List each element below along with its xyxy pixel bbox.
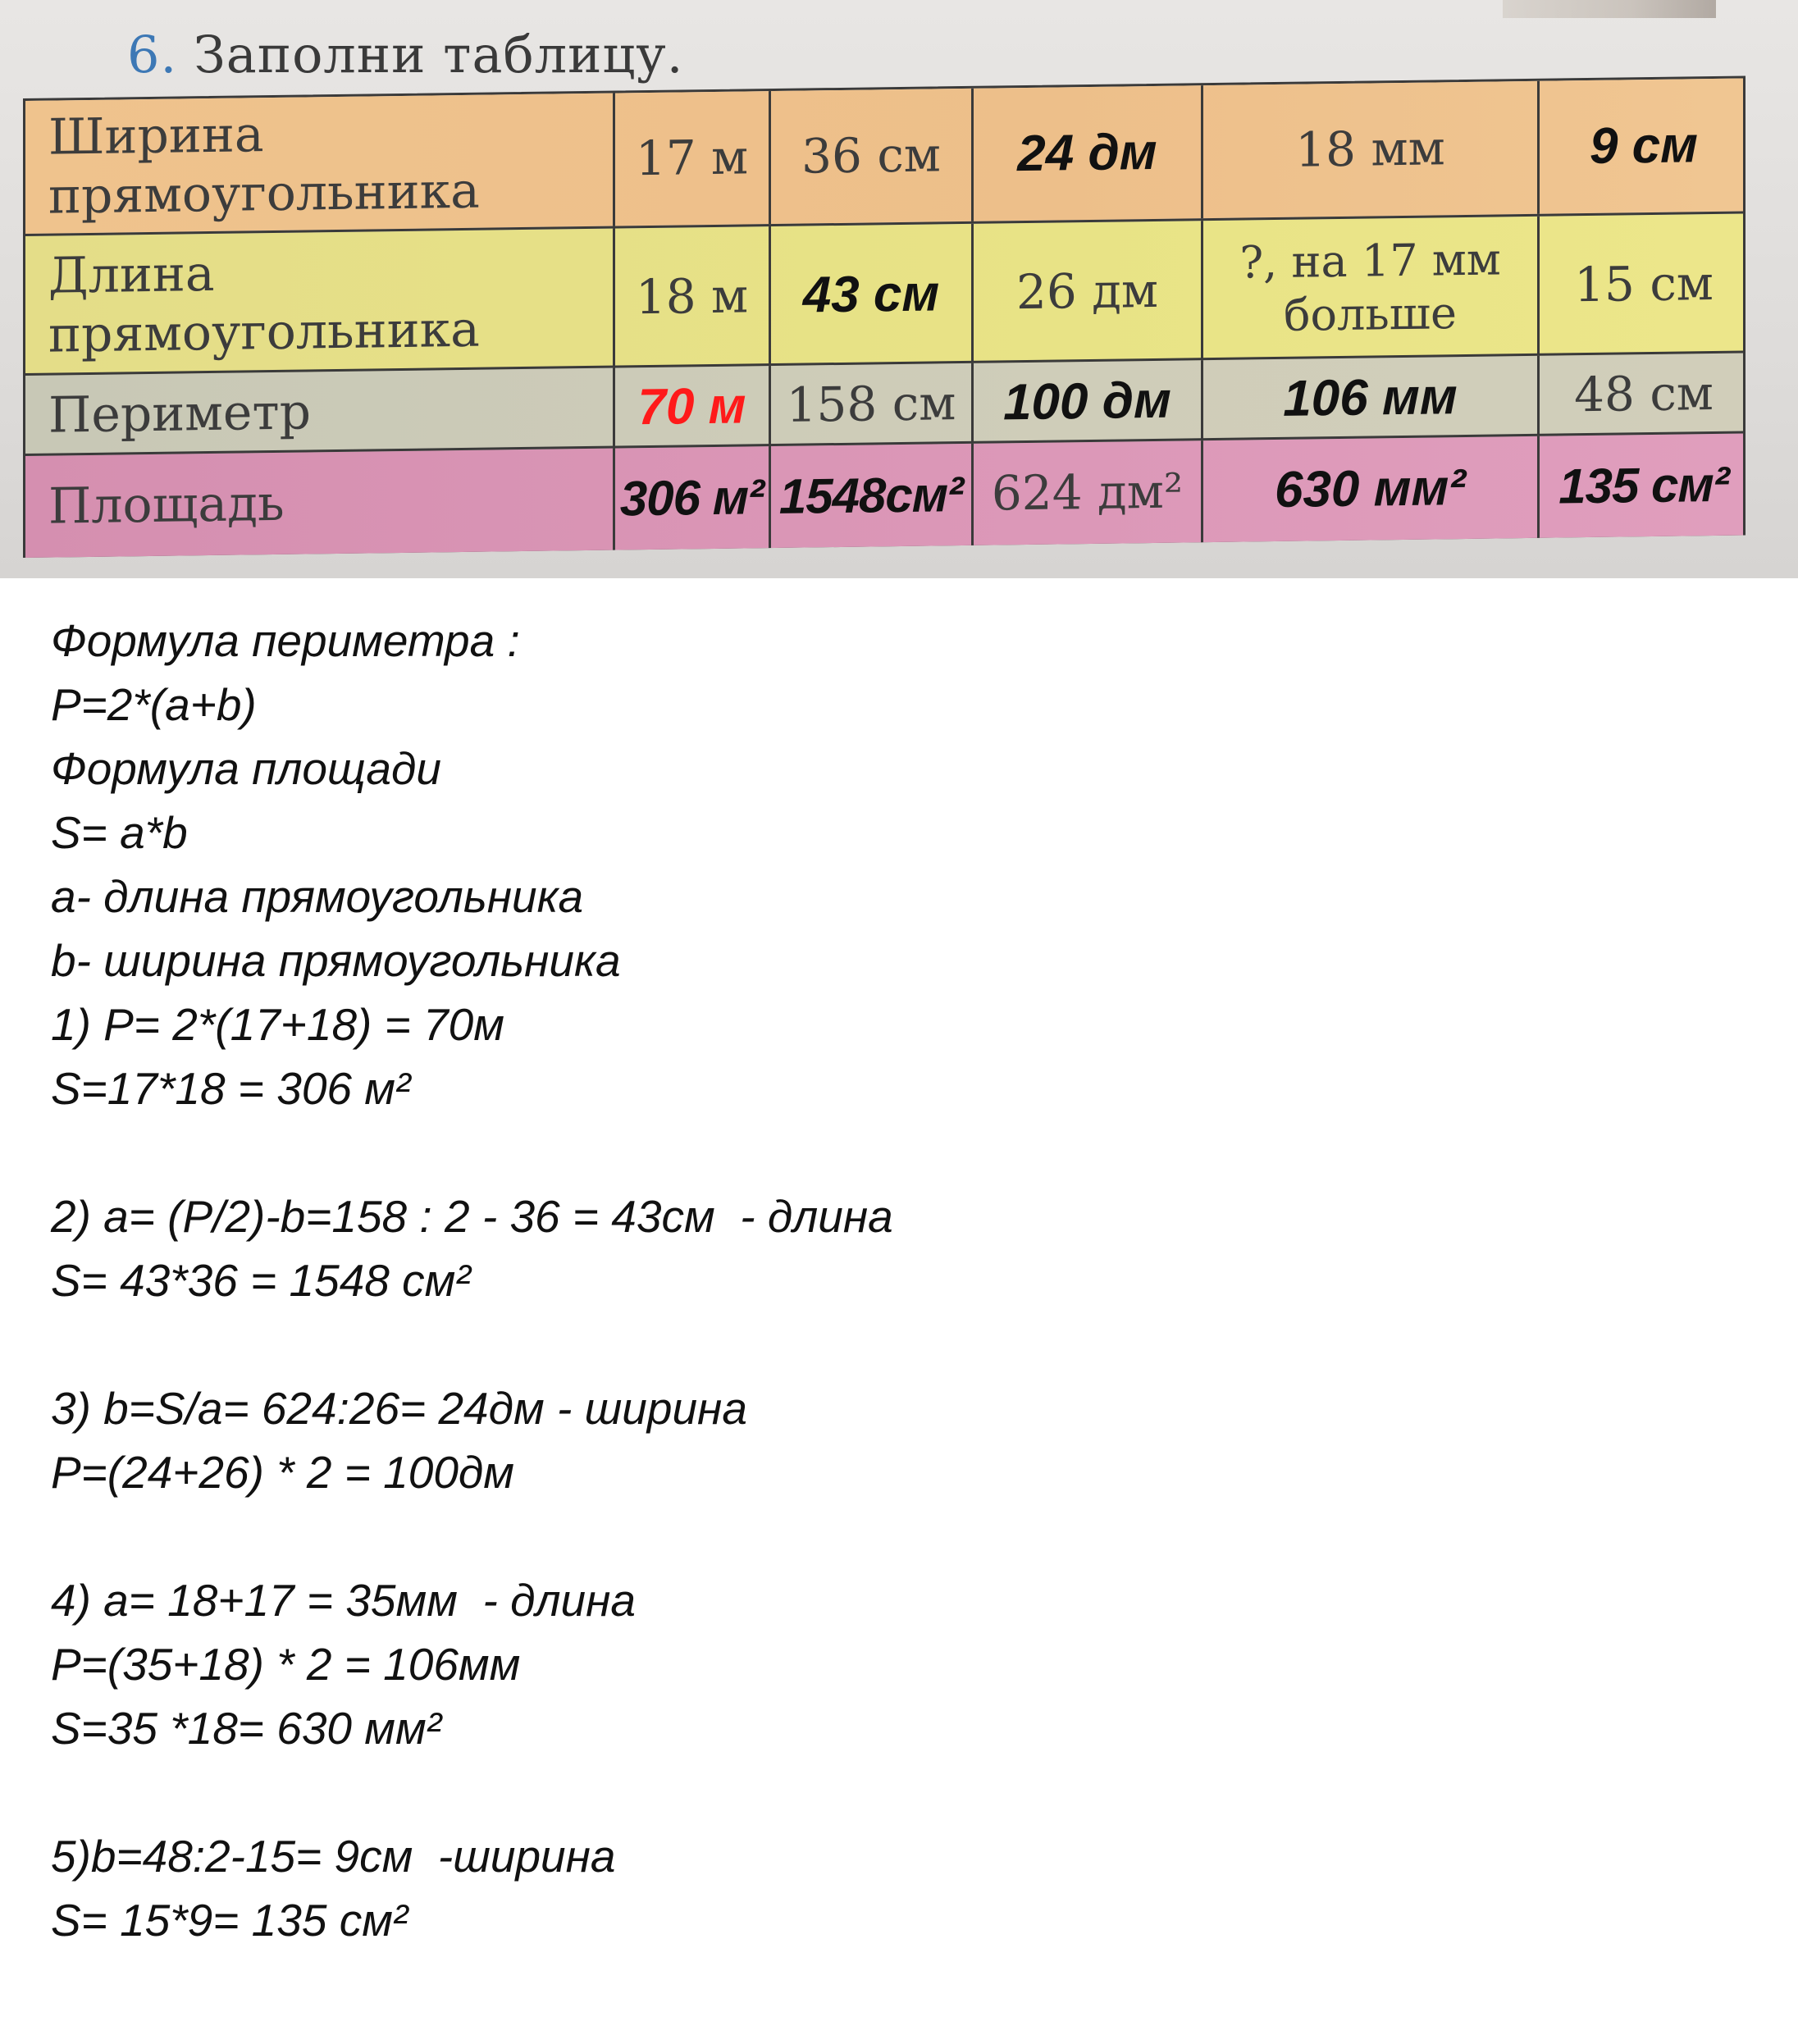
cell-area-1-answer: 306 м² — [613, 446, 769, 550]
task-title — [127, 25, 684, 84]
solution-line: b- ширина прямоугольника — [51, 935, 621, 986]
solution-line: 1) P= 2*(17+18) = 70м — [51, 999, 504, 1050]
rectangle-table — [23, 76, 1746, 558]
solution-line: 2) a= (P/2)-b=158 : 2 - 36 = 43см - длина — [51, 1191, 893, 1242]
solution-line: P=(24+26) * 2 = 100дм — [51, 1447, 515, 1498]
row-header-width: Ширина прямоугольника — [48, 106, 480, 226]
table-row-area — [25, 431, 1743, 558]
cell-area-4-answer: 630 мм² — [1201, 436, 1537, 542]
cell-area-5-answer: 135 см² — [1537, 433, 1748, 537]
textbook-photo — [0, 0, 1798, 578]
solution-line: S= 43*36 = 1548 см² — [51, 1255, 471, 1306]
solution-line: S=17*18 = 306 м² — [51, 1063, 411, 1114]
solution-line: Формула площади — [51, 743, 442, 794]
cell-length-3: 26 дм — [971, 221, 1201, 363]
blank-line — [51, 1504, 1757, 1568]
solution-line: S=35 *18= 630 мм² — [51, 1703, 442, 1754]
row-header-area: Площадь — [48, 474, 285, 536]
cell-perimeter-2: 158 см — [769, 363, 971, 446]
task-number: 6. — [127, 25, 178, 84]
solution-line: S= a*b — [51, 807, 188, 858]
row-header-perimeter: Периметр — [48, 383, 312, 445]
row-header-length: Длина прямоугольника — [48, 244, 480, 364]
cell-width-4: 18 мм — [1201, 81, 1537, 218]
cell-area-2-answer: 1548см² — [769, 444, 971, 548]
cell-length-2-answer: 43 см — [769, 224, 971, 366]
table-row-length — [25, 212, 1743, 376]
solution-line: 4) a= 18+17 = 35мм - длина — [51, 1575, 636, 1626]
cell-perimeter-5: 48 см — [1537, 353, 1748, 436]
cell-length-1: 18 м — [613, 226, 769, 367]
cell-perimeter-1-answer: 70 м — [613, 366, 769, 448]
cell-length-4: ?, на 17 мм больше — [1201, 217, 1537, 360]
solution-line: a- длина прямоугольника — [51, 871, 584, 922]
cell-width-1: 17 м — [613, 91, 769, 226]
solution-line: 3) b=S/a= 624:26= 24дм - ширина — [51, 1383, 747, 1434]
cell-width-3-answer: 24 дм — [971, 85, 1201, 221]
cell-perimeter-3-answer: 100 дм — [971, 360, 1201, 444]
solution-line: S= 15*9= 135 см² — [51, 1895, 408, 1946]
blank-line — [51, 1760, 1757, 1824]
solution-line: 5)b=48:2-15= 9см -ширина — [51, 1831, 616, 1882]
blank-line — [51, 1312, 1757, 1376]
solution-line: Формула периметра : — [51, 615, 520, 666]
table-row-width — [25, 79, 1743, 234]
cell-length-5: 15 см — [1537, 213, 1748, 355]
cell-area-3: 624 дм² — [971, 440, 1201, 545]
blank-line — [51, 1120, 1757, 1184]
cell-width-5-answer: 9 см — [1537, 78, 1748, 213]
solution-line: P=2*(a+b) — [51, 679, 257, 730]
cell-perimeter-4-answer: 106 мм — [1201, 356, 1537, 440]
task-text: Заполни таблицу. — [194, 25, 684, 84]
solution-line: P=(35+18) * 2 = 106мм — [51, 1639, 521, 1690]
cell-width-2: 36 см — [769, 89, 971, 224]
page-corner-decoration — [1503, 0, 1716, 18]
solution-text — [51, 609, 1757, 1952]
